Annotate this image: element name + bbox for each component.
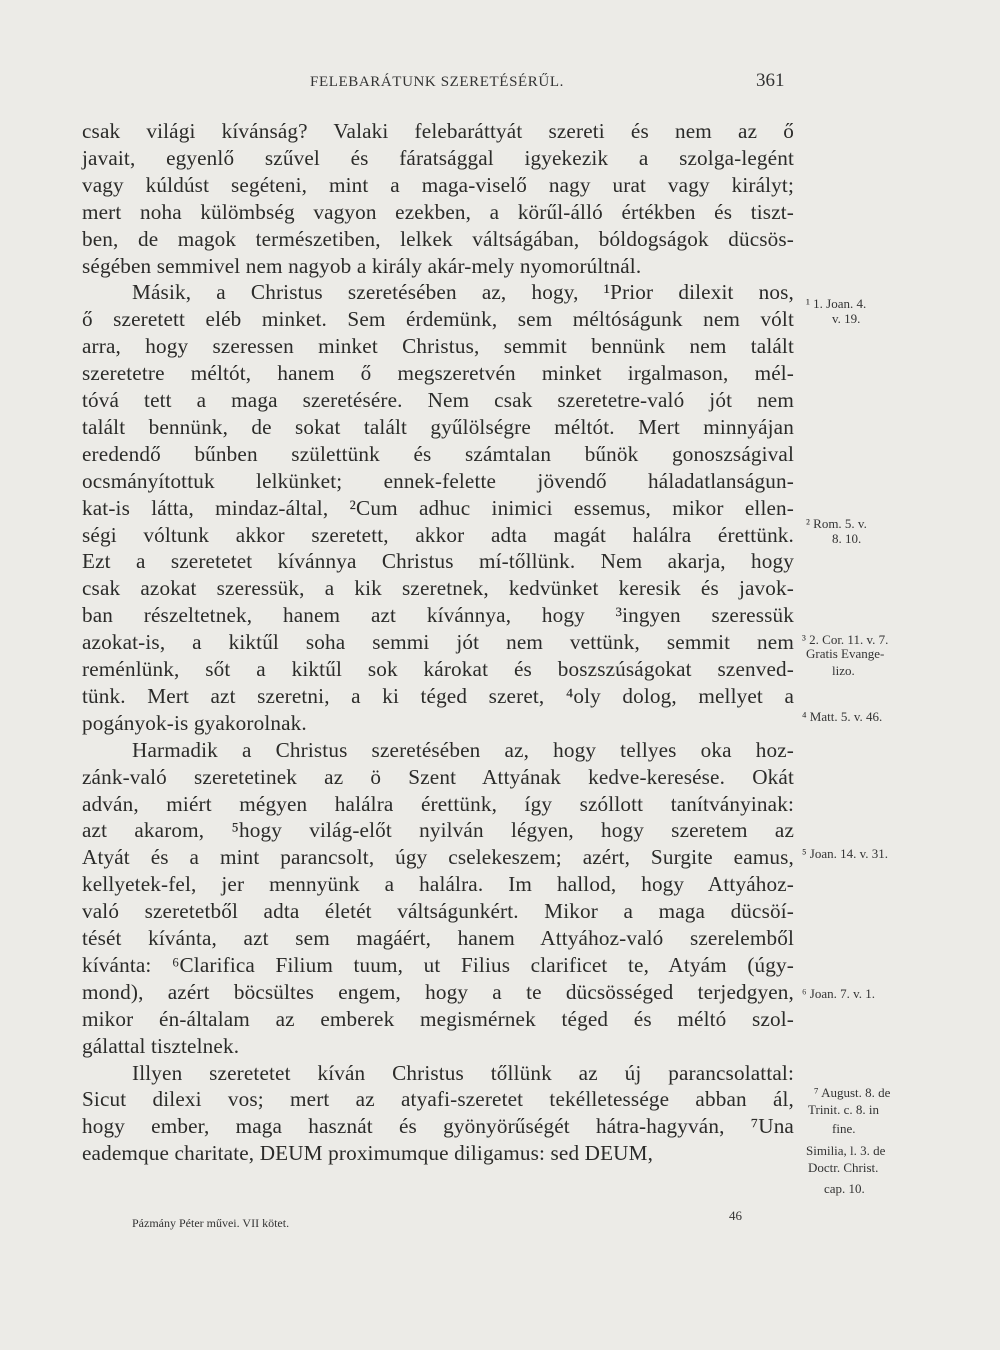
text-line: tünk. Mert azt szeretni, a ki téged szeret, ⁴oly dolog, mellyet a xyxy=(82,683,794,708)
margin-note: v. 19. xyxy=(832,311,861,326)
text-line: csak világi kívánság? Valaki felebaráttyát szereti és nem az ő xyxy=(82,119,794,143)
margin-note: Gratis Evange- xyxy=(806,646,885,661)
text-line: azokat-is, a kiktűl soha semmi jót nem vettünk, semmit nem xyxy=(82,630,794,655)
text-line: csak azokat szeressük, a kik szeretnek, kedvünket keresik és javok- xyxy=(82,576,794,601)
margin-note: ⁵ Joan. 14. v. 31. xyxy=(802,846,889,861)
text-line: szeretetre méltót, hanem ő megszeretvén minket irgalmason, mél- xyxy=(82,361,794,386)
text-line: Ezt a szeretetet kívánnya Christus mí-tőllünk. Nem akarja, hogy xyxy=(82,549,794,574)
text-line: eademque charitate, DEUM proximumque diligamus: sed DEUM, xyxy=(82,1141,654,1166)
text-line: hogy ember, maga hasznát és gyönyörűségét hátra-hagyván, ⁷Una xyxy=(82,1114,794,1139)
text-line: vagy kúldúst segéteni, mint a maga-viselő nagy urat vagy királyt; xyxy=(82,172,794,197)
footer-signature: 46 xyxy=(729,1208,742,1223)
margin-note: ⁶ Joan. 7. v. 1. xyxy=(802,986,876,1001)
text-line: pogányok-is gyakorolnak. xyxy=(82,710,307,735)
footer-volume-note: Pázmány Péter művei. VII kötet. xyxy=(132,1216,290,1230)
text-line: mert noha külömbség vagyon ezekben, a körűl-álló értékben és tiszt- xyxy=(82,199,794,224)
margin-note: cap. 10. xyxy=(824,1181,865,1196)
text-line: reménlünk, sőt a kiktűl sok károkat és boszszúságokat szenved- xyxy=(82,657,794,681)
text-line: Illyen szeretetet kíván Christus tőllünk az új parancsolattal: xyxy=(132,1060,794,1085)
text-line: ségében semmivel nem nagyob a király akár-mely nyomorúltnál. xyxy=(82,253,642,278)
margin-note: ¹ 1. Joan. 4. xyxy=(806,296,867,311)
margin-note: fine. xyxy=(832,1121,856,1136)
text-line: talált bennünk, de sokat talált gyűlölségre méltót. Mert minnyájan xyxy=(82,414,794,439)
text-line: ocsmányítottuk lelkünket; ennek-felette jövendő háladatlanságun- xyxy=(82,468,794,493)
text-line: adván, miért mégyen halálra érettünk, így szóllott tanítványinak: xyxy=(82,791,794,816)
margin-note: Doctr. Christ. xyxy=(808,1160,879,1175)
margin-note: ⁴ Matt. 5. v. 46. xyxy=(802,709,883,724)
text-line: gálattal tisztelnek. xyxy=(82,1033,240,1058)
text-line: kívánta: ⁶Clarifica Filium tuum, ut Filius clarificet te, Atyám (úgy- xyxy=(82,952,794,977)
running-header: FELEBARÁTUNK SZERETÉSÉRŰL. xyxy=(310,74,564,90)
text-line: Harmadik a Christus szeretésében az, hogy tellyes oka hoz- xyxy=(132,737,794,762)
text-line: Másik, a Christus szeretésében az, hogy, ¹Prior dilexit nos, xyxy=(132,280,794,305)
text-line: Atyát és a mint parancsolt, úgy cselekeszem; azért, Surgite eamus, xyxy=(82,845,794,870)
text-line: zánk-való szeretetinek az ö Szent Attyának kedve-keresése. Okát xyxy=(82,764,794,789)
text-line: tését kívánta, azt sem magáért, hanem Attyához-való szerelemből xyxy=(82,926,794,950)
text-line: azt akarom, ⁵hogy világ-előt nyilván légyen, hogy szeretem az xyxy=(82,818,794,843)
text-line: kellyetek-fel, jer mennyünk a halálra. Im hallod, hogy Attyához- xyxy=(82,872,794,897)
margin-note: Similia, l. 3. de xyxy=(806,1143,886,1158)
text-line: kat-is látta, mindaz-által, ²Cum adhuc inimici essemus, mikor ellen- xyxy=(82,495,794,520)
margin-note: lizo. xyxy=(832,663,855,678)
text-line: Sicut dilexi vos; mert az atyafi-szeretet tekélletessége abban ál, xyxy=(82,1087,794,1112)
margin-note: ⁷ August. 8. de xyxy=(814,1085,891,1100)
text-line: mikor én-általam az emberek megismérnek téged és méltó szol- xyxy=(82,1006,794,1031)
text-line: ban részeltetnek, hanem azt kívánnya, hogy ³ingyen szeressük xyxy=(82,603,794,628)
text-line: eredendő bűnben születtünk és számtalan bűnök gonoszságival xyxy=(82,441,794,466)
margin-note: Trinit. c. 8. in xyxy=(808,1102,880,1117)
text-line: ben, de magok természetiben, lelkek váltságában, bóldogságok dücsös- xyxy=(82,226,794,251)
text-line: mond), azért böcsültes engem, hogy a te dücsösséged terjedgyen, xyxy=(82,979,794,1004)
text-line: javait, egyenlő szűvel és fáratsággal igyekezik a szolga-legént xyxy=(82,145,794,170)
margin-note: ² Rom. 5. v. xyxy=(806,516,867,531)
text-line: arra, hogy szeressen minket Christus, semmit bennünk nem talált xyxy=(82,334,794,359)
text-line: való szeretetből adta életét váltságunkért. Mikor a maga dücsöí- xyxy=(82,899,794,924)
margin-note: 8. 10. xyxy=(832,531,862,546)
text-line: tóvá tett a maga szeretésére. Nem csak szeretetre-való jót nem xyxy=(82,388,794,412)
page-number: 361 xyxy=(756,70,785,91)
text-line: ségi vóltunk akkor szeretett, akkor adta magát halálra érettünk. xyxy=(82,522,794,547)
margin-note: ³ 2. Cor. 11. v. 7. xyxy=(802,632,889,647)
text-line: ő szeretett eléb minket. Sem érdemünk, sem méltóságunk nem vólt xyxy=(82,307,794,332)
